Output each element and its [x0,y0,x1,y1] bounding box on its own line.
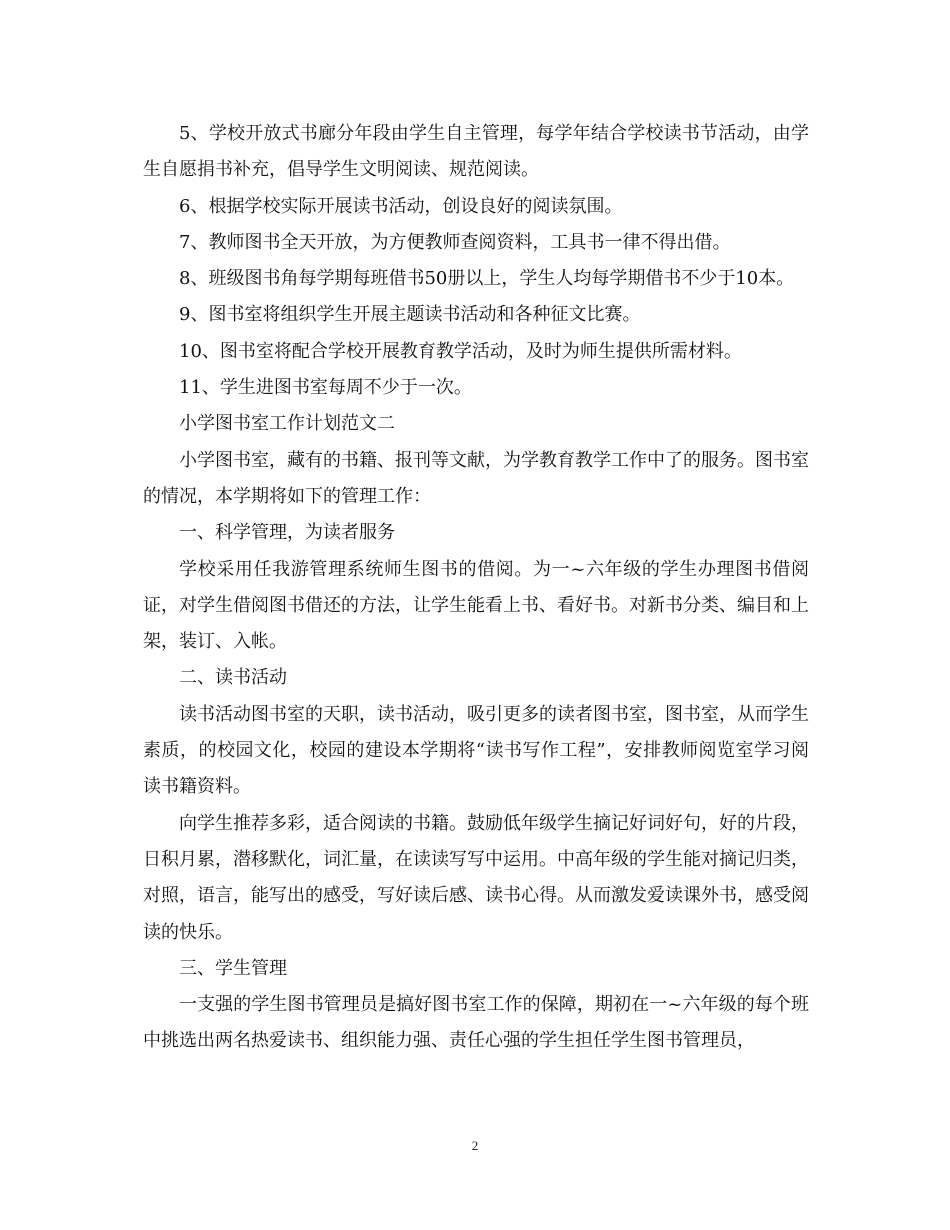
paragraph-rule-7: 7、教师图书全天开放，为方便教师查阅资料，工具书一律不得出借。 [179,231,731,253]
heading-reading-activities: 二、读书活动 [179,667,287,689]
paragraph-recommend-books: 向学生推荐多彩，适合阅读的书籍。鼓励低年级学生摘记好词好句，好的片段，日积月累，潜移默化，词汇量，在读读写写中运用。中高年级的学生能对摘记归类，对照，语言，能写出的感受，写好读后感、读书心得。从而激发爱读课外书，感受阅读的快乐。 [143,812,809,943]
paragraph-rule-5: 5、学校开放式书廊分年段由学生自主管理，每学年结合学校读书节活动，由学生自愿捐书补充，倡导学生文明阅读、规范阅读。 [143,123,809,181]
paragraph-rule-9: 9、图书室将组织学生开展主题读书活动和各种征文比赛。 [179,304,641,326]
page-number: 2 [471,1138,479,1153]
paragraph-reading-activities: 读书活动图书室的天职，读书活动，吸引更多的读者图书室，图书室，从而学生素质，的校园文化，校园的建设本学期将“读书写作工程”，安排教师阅览室学习阅读书籍资料。 [143,703,809,798]
paragraph-rule-6: 6、根据学校实际开展读书活动，创设良好的阅读氛围。 [179,195,623,217]
paragraph-intro: 小学图书室，藏有的书籍、报刊等文献，为学教育教学工作中了的服务。图书室的情况，本学期将如下的管理工作： [143,449,809,507]
heading-student-management: 三、学生管理 [179,957,287,979]
paragraph-management-system: 学校采用任我游管理系统师生图书的借阅。为一~六年级的学生办理图书借阅证，对学生借阅图书借还的方法，让学生能看上书、看好书。对新书分类、编目和上架，装订、入帐。 [143,558,809,653]
page-body [143,116,809,1060]
paragraph-student-librarians: 一支强的学生图书管理员是搞好图书室工作的保障，期初在一~六年级的每个班中挑选出两名热爱读书、组织能力强、责任心强的学生担任学生图书管理员， [143,994,809,1052]
paragraph-rule-8: 8、班级图书角每学期每班借书50册以上，学生人均每学期借书不少于10本。 [179,268,795,290]
heading-scientific-management: 一、科学管理，为读者服务 [179,522,395,544]
section-title: 小学图书室工作计划范文二 [179,413,395,435]
paragraph-rule-11: 11、学生进图书室每周不少于一次。 [179,377,472,399]
paragraph-rule-10: 10、图书室将配合学校开展教育教学活动，及时为师生提供所需材料。 [179,340,742,362]
